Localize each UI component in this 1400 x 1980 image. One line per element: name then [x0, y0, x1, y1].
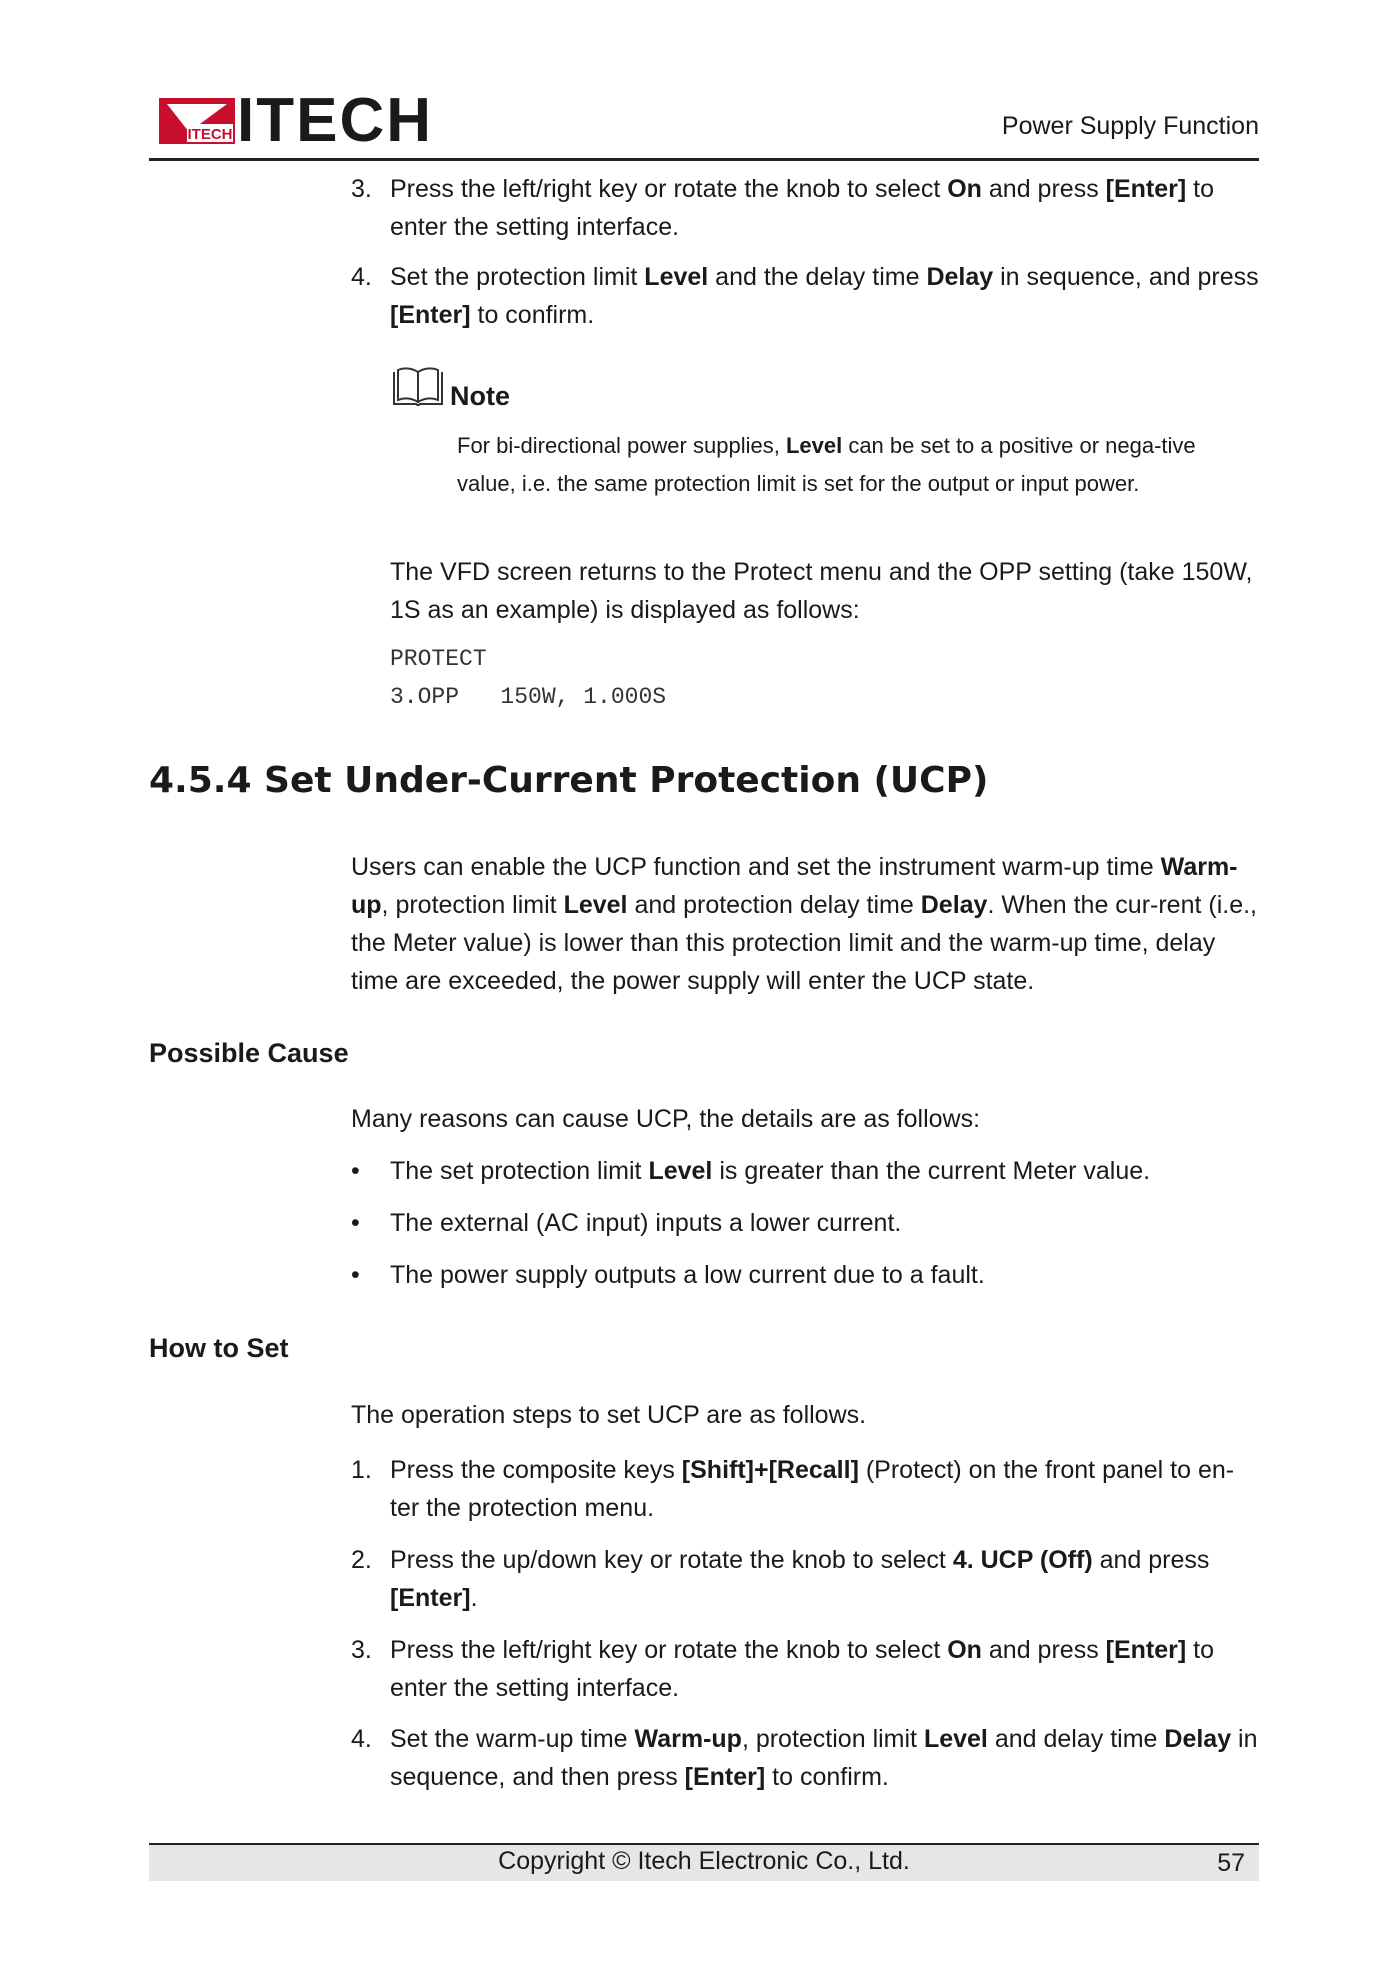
step-text: Press the left/right key or rotate the knob to select On and press [Enter] to enter the setting interface.	[390, 175, 1214, 241]
how-to-set-intro: The operation steps to set UCP are as follows.	[351, 1401, 867, 1429]
step-number: 4.	[351, 263, 372, 291]
page-footer	[149, 1843, 1259, 1881]
copyright-text: Copyright © Itech Electronic Co., Ltd.	[498, 1847, 910, 1875]
page-number: 57	[1217, 1849, 1245, 1877]
note-heading	[390, 366, 510, 410]
itech-logo	[159, 86, 433, 155]
itech-logo-mark-icon	[159, 98, 235, 144]
vfd-intro: The VFD screen returns to the Protect menu and the OPP setting (take 150W, 1S as an example) is displayed as follows:	[390, 558, 1253, 624]
step-number: 3.	[351, 175, 372, 203]
logo-small-text: ITECH	[187, 126, 233, 143]
step-text: Set the warm-up time Warm-up, protection limit Level and delay time Delay in sequence, and then press [Enter] to confirm.	[390, 1725, 1258, 1791]
possible-cause-intro: Many reasons can cause UCP, the details are as follows:	[351, 1105, 981, 1133]
note-text: For bi-directional power supplies, Level can be set to a positive or nega-tive value, i.e. the same protection limit is set for the output or input power.	[457, 433, 1196, 496]
step-number: 2.	[351, 1546, 372, 1574]
section-title: Power Supply Function	[1001, 112, 1259, 140]
step-text: Press the composite keys [Shift]+[Recall] (Protect) on the front panel to en-ter the protection menu.	[390, 1456, 1235, 1522]
bullet-icon: •	[351, 1209, 360, 1237]
step-number: 4.	[351, 1725, 372, 1753]
book-icon	[390, 366, 446, 410]
vfd-line: 3.OPP 150W, 1.000S	[390, 684, 667, 710]
possible-cause-heading: Possible Cause	[149, 1038, 349, 1068]
step-text: Press the up/down key or rotate the knob to select 4. UCP (Off) and press [Enter].	[390, 1546, 1210, 1612]
bullet-icon: •	[351, 1157, 360, 1185]
step-text: Set the protection limit Level and the delay time Delay in sequence, and press [Enter] to confirm.	[390, 263, 1259, 329]
section-intro: Users can enable the UCP function and set the instrument warm-up time Warm-up, protection limit Level and protection delay time Delay. When the cur-rent (i.e., the Meter value) is lower than this protection limit and the warm-up time, delay time are exceeded, the power supply will enter the UCP state.	[351, 853, 1257, 995]
step-number: 1.	[351, 1456, 372, 1484]
vfd-line: PROTECT	[390, 646, 487, 672]
bullet-icon: •	[351, 1261, 360, 1289]
note-label: Note	[450, 381, 510, 411]
step-text: Press the left/right key or rotate the knob to select On and press [Enter] to enter the setting interface.	[390, 1636, 1214, 1702]
list-item: The external (AC input) inputs a lower current.	[390, 1209, 902, 1237]
step-number: 3.	[351, 1636, 372, 1664]
page-header	[149, 86, 1259, 161]
how-to-set-heading: How to Set	[149, 1333, 289, 1363]
logo-text: ITECH	[237, 86, 433, 155]
list-item: The power supply outputs a low current due to a fault.	[390, 1261, 985, 1289]
list-item: The set protection limit Level is greater than the current Meter value.	[390, 1157, 1151, 1185]
section-heading: 4.5.4 Set Under-Current Protection (UCP)	[149, 760, 989, 801]
